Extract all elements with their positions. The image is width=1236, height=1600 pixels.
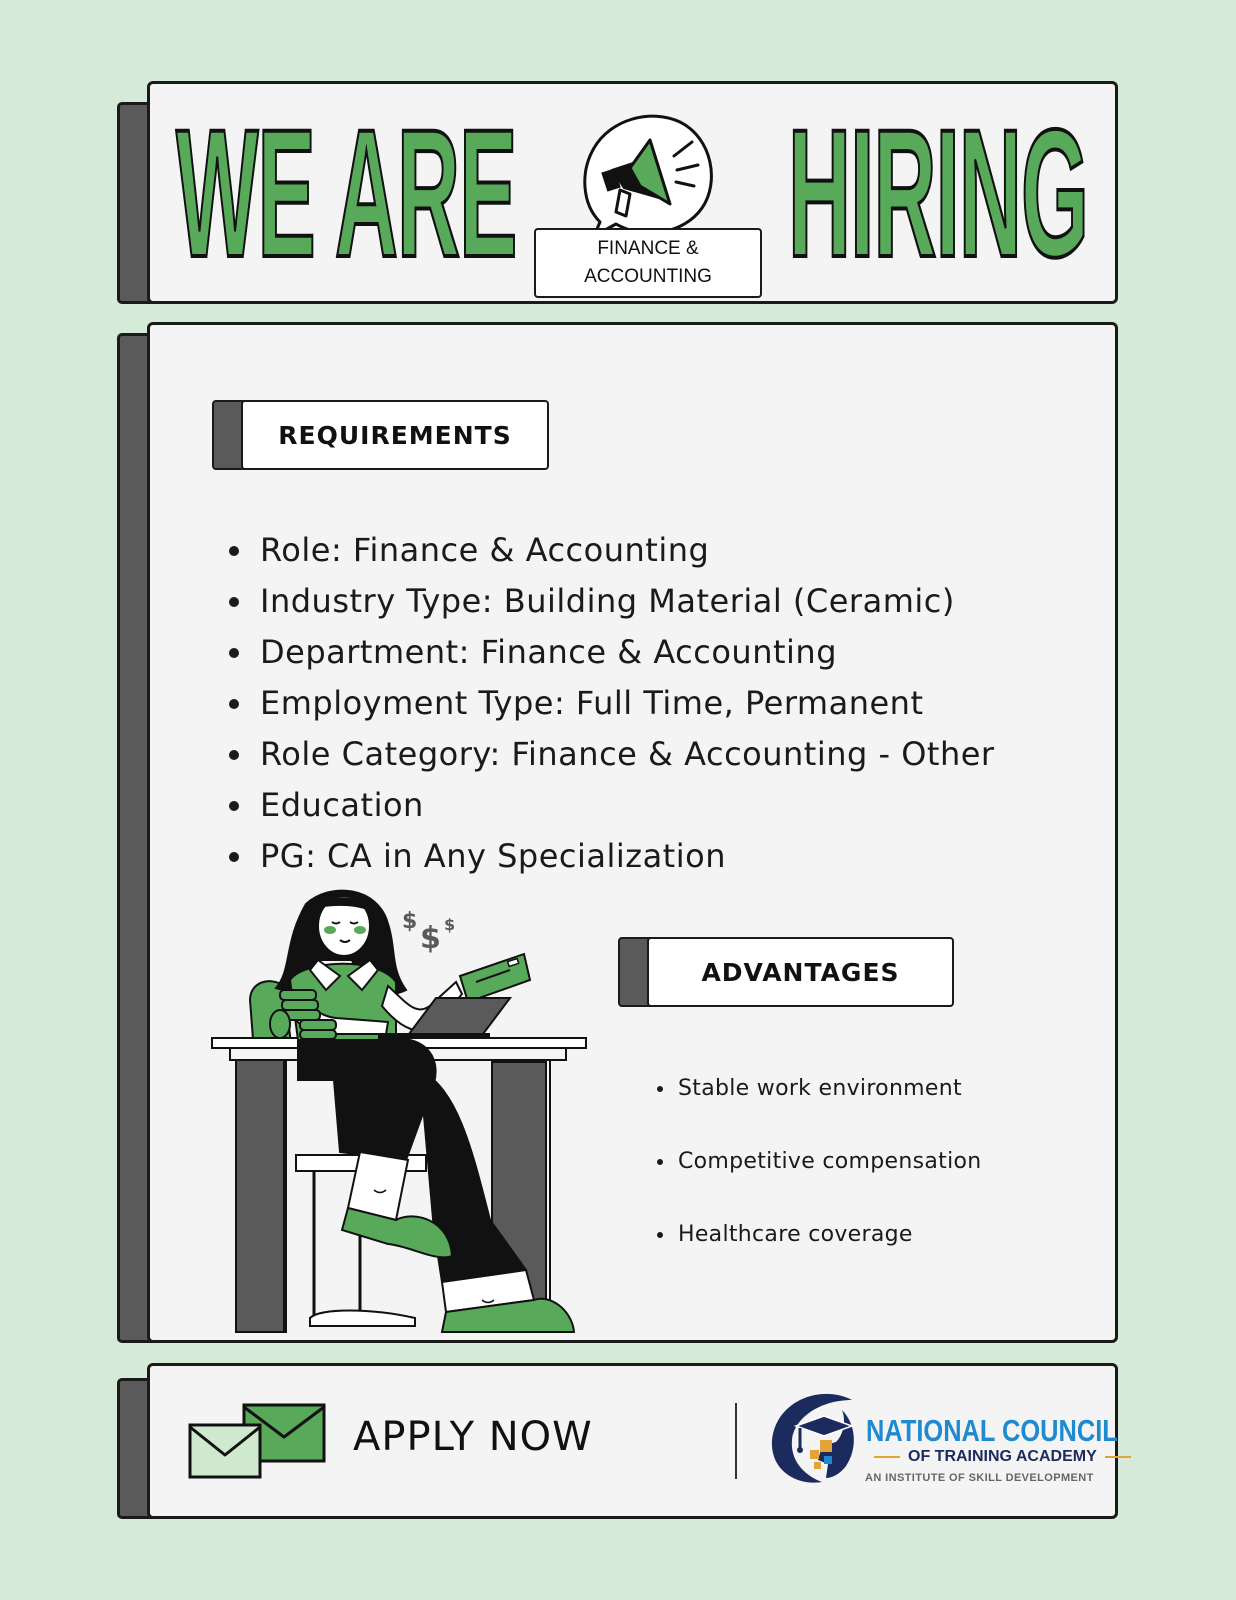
graduation-cap-logo-icon	[766, 1390, 866, 1486]
requirement-item: • Employment Type: Full Time, Permanent	[256, 678, 995, 729]
dollar-sign: $	[444, 915, 456, 934]
brand-name: NATIONAL COUNCIL	[866, 1413, 1118, 1448]
apply-now-button[interactable]: APPLY NOW	[353, 1414, 593, 1460]
advantage-item: • Healthcare coverage	[676, 1198, 982, 1271]
requirements-list	[222, 525, 995, 882]
brand-tagline: AN INSTITUTE OF SKILL DEVELOPMENT	[865, 1472, 1094, 1484]
title-we-are: WE ARE	[176, 91, 517, 295]
requirements-heading: REQUIREMENTS	[241, 400, 549, 470]
envelope-icon	[188, 1403, 328, 1483]
requirement-item: • Role Category: Finance & Accounting - Other	[256, 729, 995, 780]
megaphone-icon	[580, 112, 720, 237]
requirement-item: • PG: CA in Any Specialization	[256, 831, 995, 882]
requirement-item: • Department: Finance & Accounting	[256, 627, 995, 678]
advantages-list	[650, 1052, 982, 1271]
requirement-item: • Industry Type: Building Material (Ceramic)	[256, 576, 995, 627]
requirements-label-tab	[212, 400, 549, 470]
advantage-item: • Competitive compensation	[676, 1125, 982, 1198]
advantages-label-tab	[618, 937, 954, 1007]
dollar-sign: $	[420, 921, 441, 956]
category-line-1: FINANCE &	[597, 238, 699, 259]
advantage-item: • Stable work environment	[676, 1052, 982, 1125]
title-hiring: HIRING	[788, 91, 1088, 295]
requirement-item: • Role: Finance & Accounting	[256, 525, 995, 576]
advantages-heading: ADVANTAGES	[647, 937, 954, 1007]
accountant-illustration	[210, 890, 590, 1340]
requirement-item: • Education	[256, 780, 995, 831]
dollar-sign: $	[402, 909, 418, 934]
brand-subtitle: OF TRAINING ACADEMY	[866, 1448, 1098, 1466]
category-badge	[534, 228, 762, 298]
category-line-2: ACCOUNTING	[584, 266, 712, 287]
footer-divider	[735, 1403, 737, 1479]
